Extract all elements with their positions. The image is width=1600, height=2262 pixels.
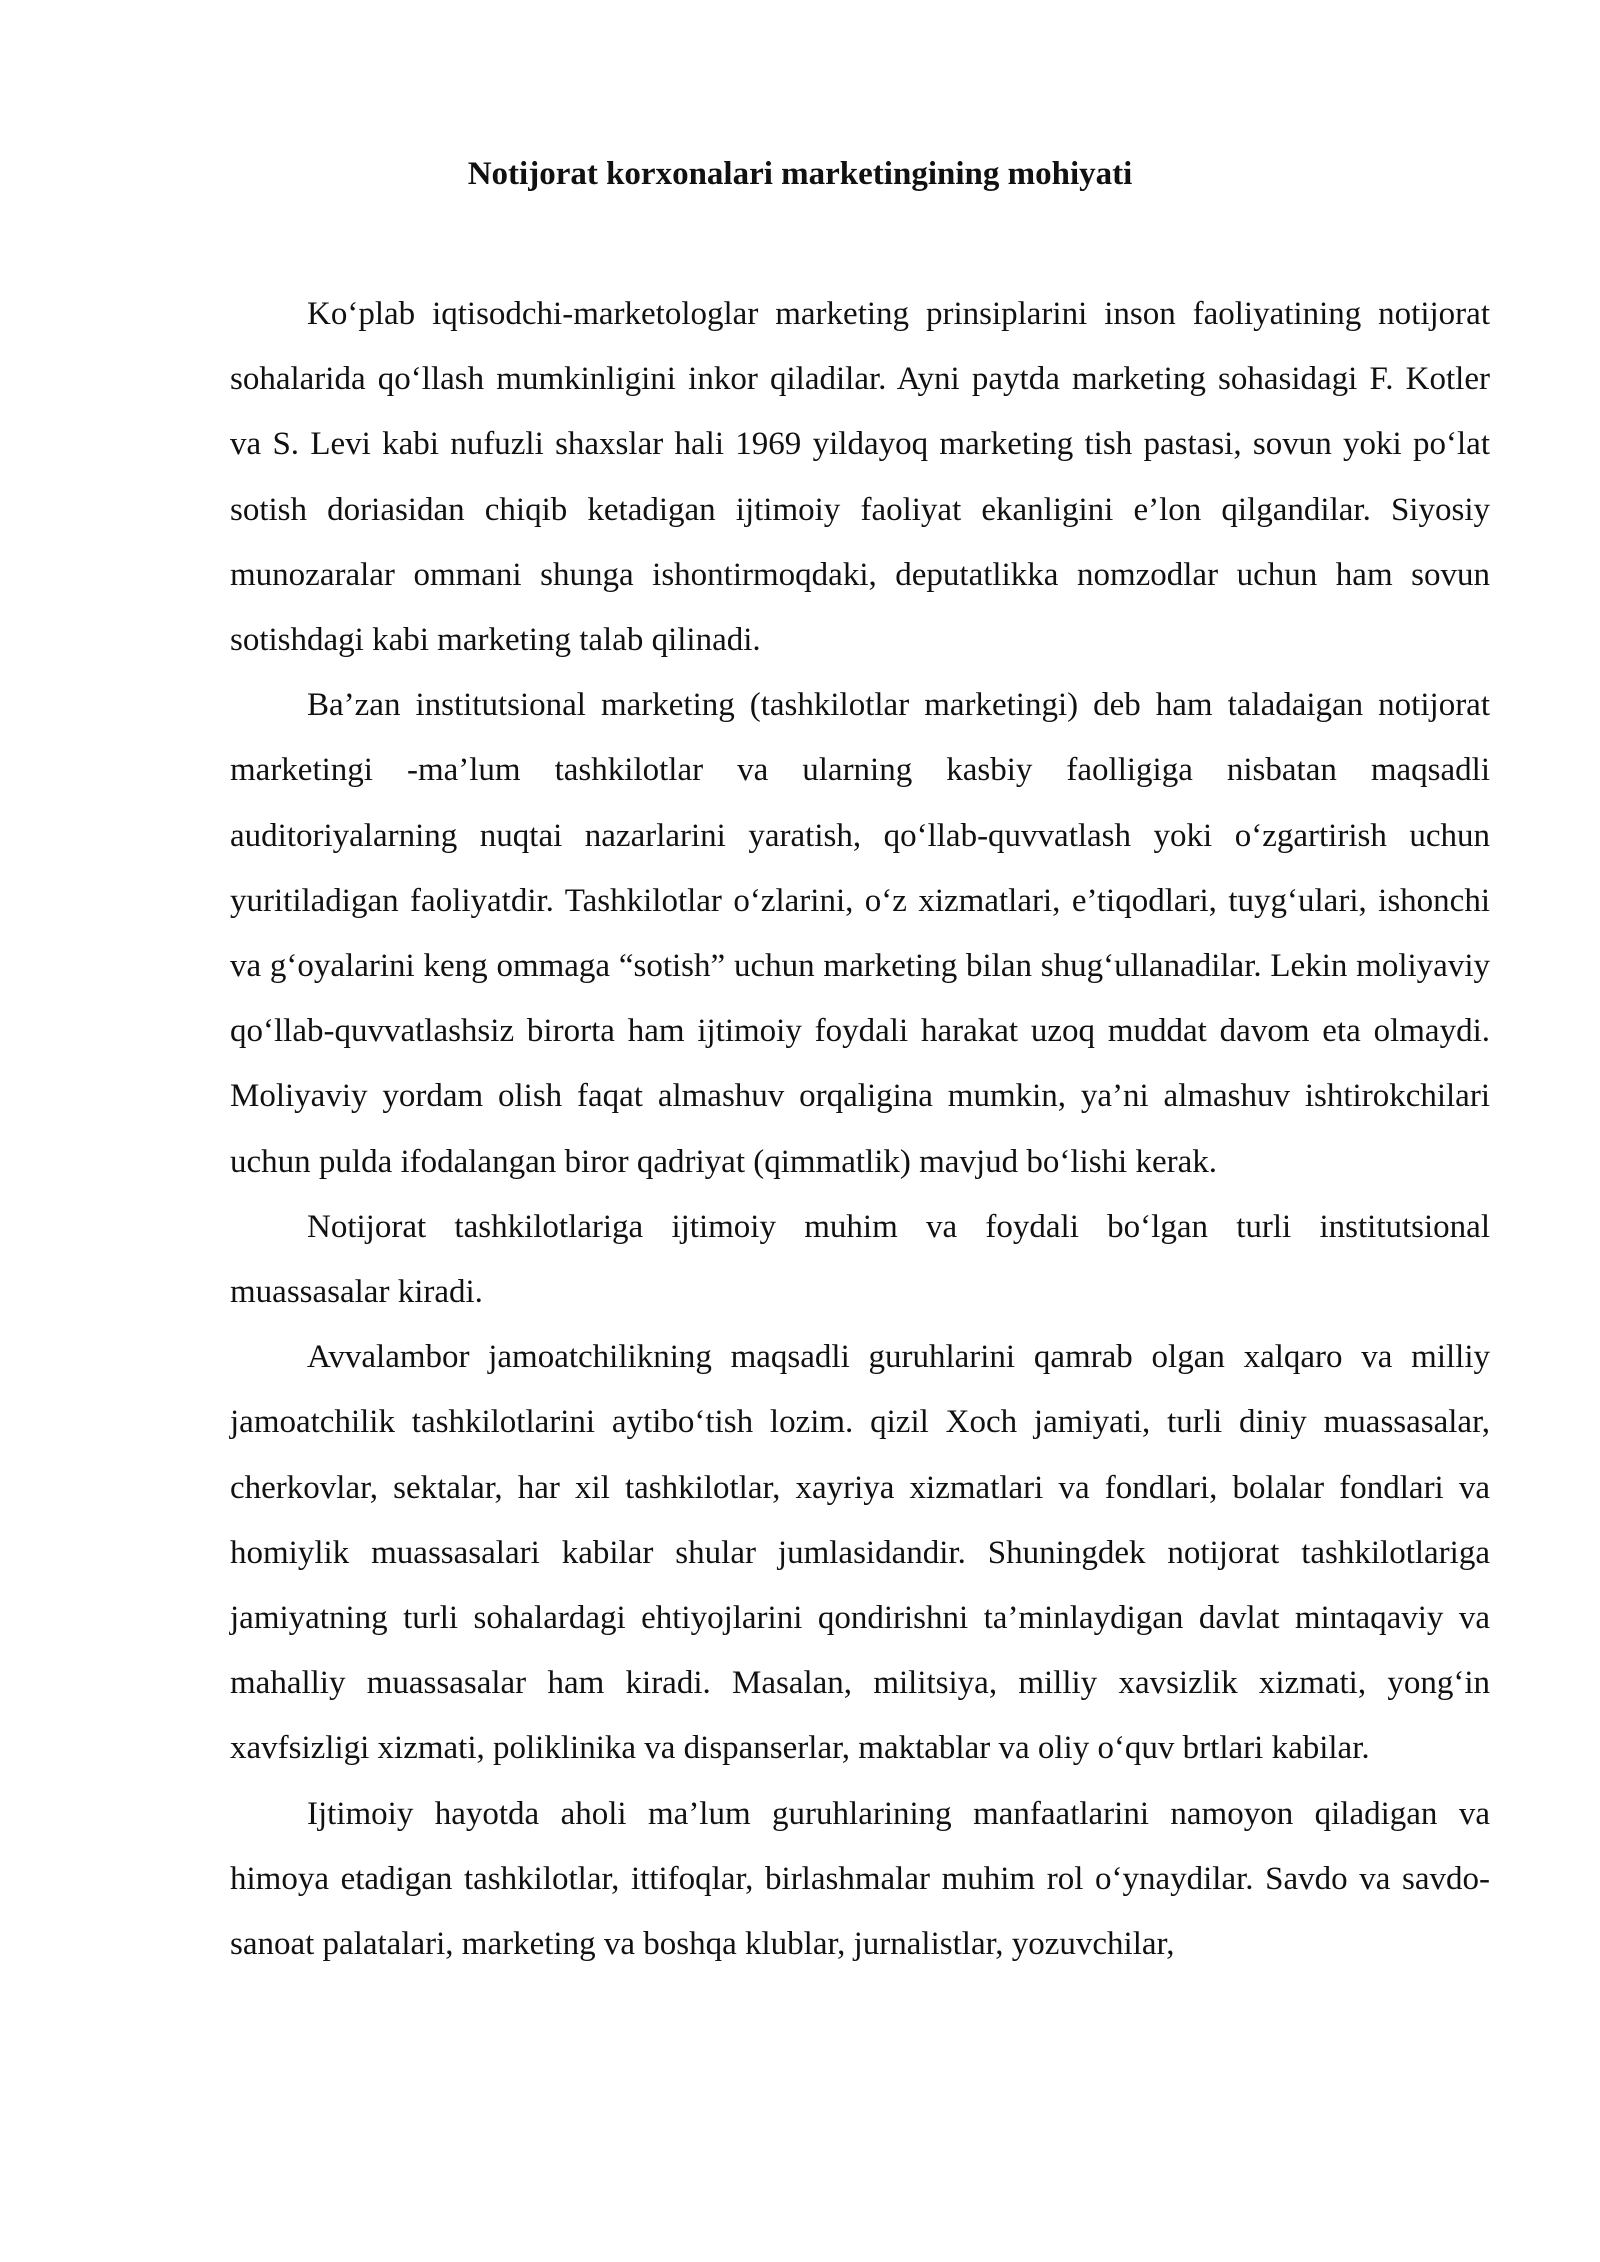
document-body	[230, 282, 1490, 1977]
paragraph: Avvalambor jamoatchilikning maqsadli guruhlarini qamrab olgan xalqaro va milliy jamoatchilik tashkilotlarini aytibo‘tish lozim. qizil Xoch jamiyati, turli diniy muassasalar, cherkovlar, sektalar, har xil tashkilotlar, xayriya xizmatlari va fondlari, bolalar fondlari va homiylik muassasalari kabilar shular jumlasidandir. Shuningdek notijorat tashkilotlariga jamiyatning turli sohalardagi ehtiyojlarini qondirishni ta’minlaydigan davlat mintaqaviy va mahalliy muassasalar ham kiradi. Masalan, militsiya, milliy xavsizlik xizmati, yong‘in xavfsizligi xizmati, poliklinika va dispanserlar, maktablar va oliy o‘quv brtlari kabilar.	[230, 1339, 1490, 1767]
paragraph: Notijorat tashkilotlariga ijtimoiy muhim va foydali bo‘lgan turli institutsional muassasalar kiradi.	[230, 1208, 1490, 1311]
paragraph: Ijtimoiy hayotda aholi ma’lum guruhlarining manfaatlarini namoyon qiladigan va himoya etadigan tashkilotlar, ittifoqlar, birlashmalar muhim rol o‘ynaydilar. Savdo va savdo-sanoat palatalari, marketing va boshqa klublar, jurnalistlar, yozuvchilar,	[230, 1795, 1490, 1963]
paragraph: Ko‘plab iqtisodchi-marketologlar marketing prinsiplarini inson faoliyatining notijorat sohalarida qo‘llash mumkinligini inkor qiladilar. Ayni paytda marketing sohasidagi F. Kotler va S. Levi kabi nufuzli shaxslar hali 1969 yildayoq marketing tish pastasi, sovun yoki po‘lat sotish doriasidan chiqib ketadigan ijtimoiy faoliyat ekanligini e’lon qilgandilar. Siyosiy munozaralar ommani shunga ishontirmoqdaki, deputatlikka nomzodlar uchun ham sovun sotishdagi kabi marketing talab qilinadi.	[230, 296, 1490, 659]
document-title: Notijorat korxonalari marketingining mohiyati	[467, 156, 1133, 192]
paragraph: Ba’zan institutsional marketing (tashkilotlar marketingi) deb ham taladaigan notijorat marketingi -ma’lum tashkilotlar va ularning kasbiy faolligiga nisbatan maqsadli auditoriyalarning nuqtai nazarlarini yaratish, qo‘llab-quvvatlash yoki o‘zgartirish uchun yuritiladigan faoliyatdir. Tashkilotlar o‘zlarini, o‘z xizmatlari, e’tiqodlari, tuyg‘ulari, ishonchi va g‘oyalarini keng ommaga “sotish” uchun marketing bilan shug‘ullanadilar. Lekin moliyaviy qo‘llab-quvvatlashsiz birorta ham ijtimoiy foydali harakat uzoq muddat davom eta olmaydi. Moliyaviy yordam olish faqat almashuv orqaligina mumkin, ya’ni almashuv ishtirokchilari uchun pulda ifodalangan biror qadriyat (qimmatlik) mavjud bo‘lishi kerak.	[230, 687, 1490, 1180]
